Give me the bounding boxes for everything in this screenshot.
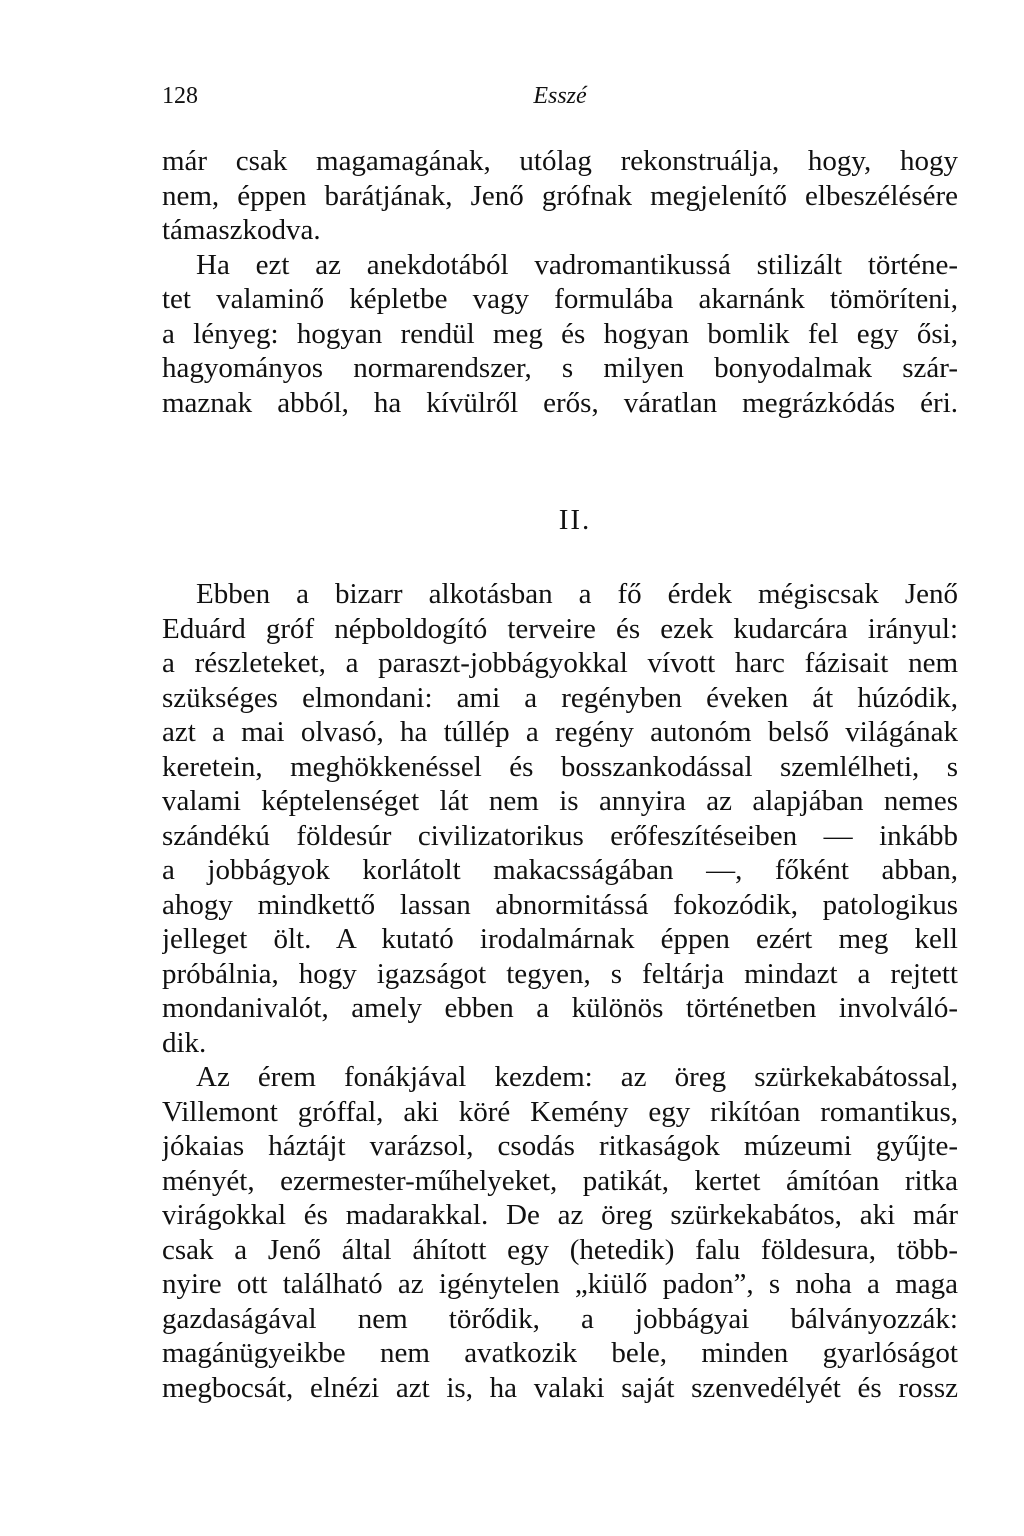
text-line: virágokkal és madarakkal. De az öreg szürkekabátos, aki már: [162, 1199, 958, 1231]
text-line: a lényeg: hogyan rendül meg és hogyan bomlik fel egy ősi,: [162, 317, 958, 350]
text-line: jókaias háztájt varázsol, csodás ritkaságok múzeumi gyűjte-: [162, 1130, 958, 1162]
text-line: nem, éppen barátjának, Jenő grófnak megjelenítő elbeszélésére: [162, 179, 958, 212]
text-line: gazdaságával nem törődik, a jobbágyai bálványozzák:: [162, 1302, 958, 1335]
text-line: szándékú földesúr civilizatorikus erőfeszítéseiben — inkább: [162, 819, 958, 852]
text-block-continued-paragraph: [162, 144, 958, 420]
text-line: már csak magamagának, utólag rekonstruálja, hogy, hogy: [162, 145, 958, 177]
text-line: ahogy mindkettő lassan abnormitássá fokozódik, patologikus: [162, 888, 958, 921]
running-head: [162, 78, 958, 114]
text-line: Villemont gróffal, aki köré Kemény egy rikítóan romantikus,: [162, 1095, 958, 1128]
text-line: próbálnia, hogy igazságot tegyen, s feltárja mindazt a rejtett: [162, 957, 958, 990]
text-line: azt a mai olvasó, ha túllép a regény autonóm belső világának: [162, 716, 958, 748]
text-line: csak a Jenő által áhított egy (hetedik) falu földesura, több-: [162, 1233, 958, 1266]
text-line: jelleget ölt. A kutató irodalmárnak éppen ezért meg kell: [162, 923, 958, 955]
text-line: szükséges elmondani: ami a regényben éveken át húzódik,: [162, 681, 958, 714]
text-line: magánügyeikbe nem avatkozik bele, minden gyarlóságot: [162, 1337, 958, 1369]
text-line: támaszkodva.: [162, 214, 321, 246]
text-line: hagyományos normarendszer, s milyen bonyodalmak szár-: [162, 352, 958, 384]
text-line: a részleteket, a paraszt-jobbágyokkal vívott harc fázisait nem: [162, 647, 958, 679]
text-block-chapter-two: [162, 577, 958, 1405]
text-line: Ebben a bizarr alkotásban a fő érdek mégiscsak Jenő: [196, 578, 958, 610]
chapter-heading: II.: [558, 504, 592, 536]
text-line: mondanivalót, amely ebben a különös történetben involváló-: [162, 992, 958, 1024]
text-line: valami képtelenséget lát nem is annyira az alapjában nemes: [162, 785, 958, 817]
page-number: 128: [162, 83, 198, 109]
text-line: dik.: [162, 1026, 207, 1059]
text-line: maznak abból, ha kívülről erős, váratlan megrázkódás éri.: [162, 386, 958, 419]
section-title: Esszé: [533, 83, 587, 109]
text-line: ményét, ezermester-műhelyeket, patikát, kertet ámítóan ritka: [162, 1164, 958, 1197]
text-line: Eduárd gróf népboldogító terveire és ezek kudarcára irányul:: [162, 612, 958, 645]
text-line: tet valaminő képletbe vagy formulába akarnánk tömöríteni,: [162, 283, 958, 315]
text-line: nyire ott található az igénytelen „kiülő padon”, s noha a maga: [162, 1268, 958, 1300]
text-line: keretein, meghökkenéssel és bosszankodással szemlélheti, s: [162, 750, 958, 783]
text-line: Ha ezt az anekdotából vadromantikussá stilizált történe-: [196, 248, 958, 281]
text-line: Az érem fonákjával kezdem: az öreg szürkekabátossal,: [196, 1061, 958, 1093]
text-line: a jobbágyok korlátolt makacsságában —, főként abban,: [162, 854, 958, 886]
text-line: megbocsát, elnézi azt is, ha valaki saját szenvedélyét és rossz: [162, 1371, 958, 1404]
